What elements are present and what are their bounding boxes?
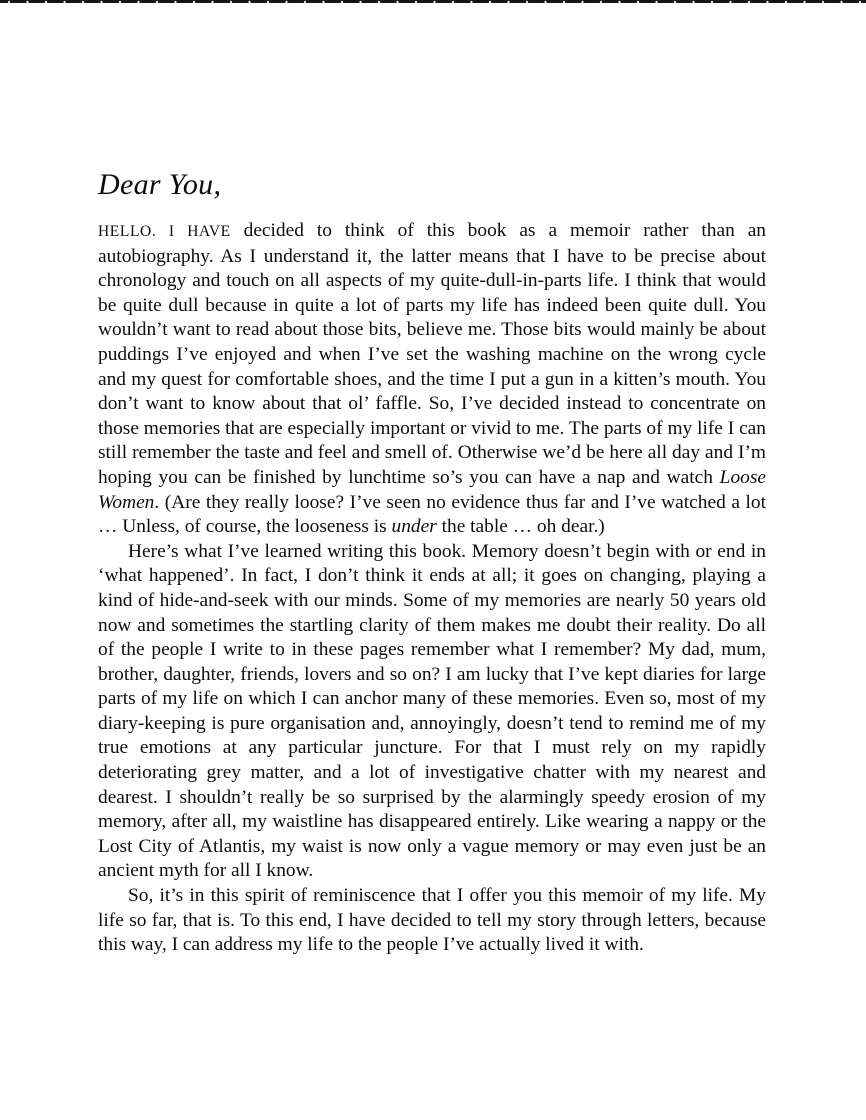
text-segment: Loose Women xyxy=(98,466,766,513)
text-segment: HELLO. I HAVE xyxy=(98,223,231,240)
text-segment: under xyxy=(391,516,437,538)
text-segment: decided to think of this book as a memoir rather than an autobiography. As I understand it, the latter means that I have to be precise about chronology and touch on all aspects of my quite-dull-in-parts life. I think that would be quite dull because in quite a lot of parts my life has indeed been quite dull. You wouldn’t want to read about those bits, believe me. Those bits would mainly be about puddings I’ve enjoyed and when I’ve set the washing machine on the wrong cycle and my quest for comfortable shoes, and the time I put a gun in a kitten’s mouth. You don’t want to know about that ol’ faffle. So, I’ve decided instead to concentrate on those memories that are especially important or vivid to me. The parts of my life I can still remember the taste and feel and smell of. Otherwise we’d be here all day and I’m hoping you can be finished by lunchtime so’s you can have a nap and watch xyxy=(98,220,766,488)
text-segment: So, it’s in this spirit of reminiscence that I offer you this memoir of my life. My life so far, that is. To this end, I have decided to tell my story through letters, because this way, I can address my life to the people I’ve actually lived it with. xyxy=(98,885,766,956)
paragraph xyxy=(98,884,766,958)
text-segment: . (Are they really loose? I’ve seen no evidence thus far and I’ve watched a lot … Unless, of course, the looseness is xyxy=(98,491,766,538)
paragraph xyxy=(98,219,766,540)
text-segment: Here’s what I’ve learned writing this book. Memory doesn’t begin with or end in ‘what happened’. In fact, I don’t think it ends at all; it goes on changing, playing a kind of hide-and-seek with our minds. Some of my memories are nearly 50 years old now and sometimes the startling clarity of them makes me doubt their reality. Do all of the people I write to in these pages remember what I remember? My dad, mum, brother, daughter, friends, lovers and so on? I am lucky that I’ve kept diaries for large parts of my life on which I can anchor many of these memories. Even so, most of my diary-keeping is pure organisation and, annoyingly, doesn’t tend to remind me of my true emotions at any particular juncture. For that I must rely on my rapidly deteriorating grey matter, and a lot of investigative chatter with my nearest and dearest. I shouldn’t really be so surprised by the alarmingly speedy erosion of my memory, after all, my waistline has disappeared entirely. Like wearing a nappy or the Lost City of Atlantis, my waist is now only a vague memory or may even just be an ancient myth for all I know. xyxy=(98,540,766,882)
page-content xyxy=(98,168,766,958)
screen-top-edge xyxy=(0,0,866,3)
letter-body xyxy=(98,219,766,958)
letter-salutation: Dear You, xyxy=(98,168,222,201)
text-segment: the table … oh dear.) xyxy=(436,516,605,538)
paragraph xyxy=(98,540,766,884)
